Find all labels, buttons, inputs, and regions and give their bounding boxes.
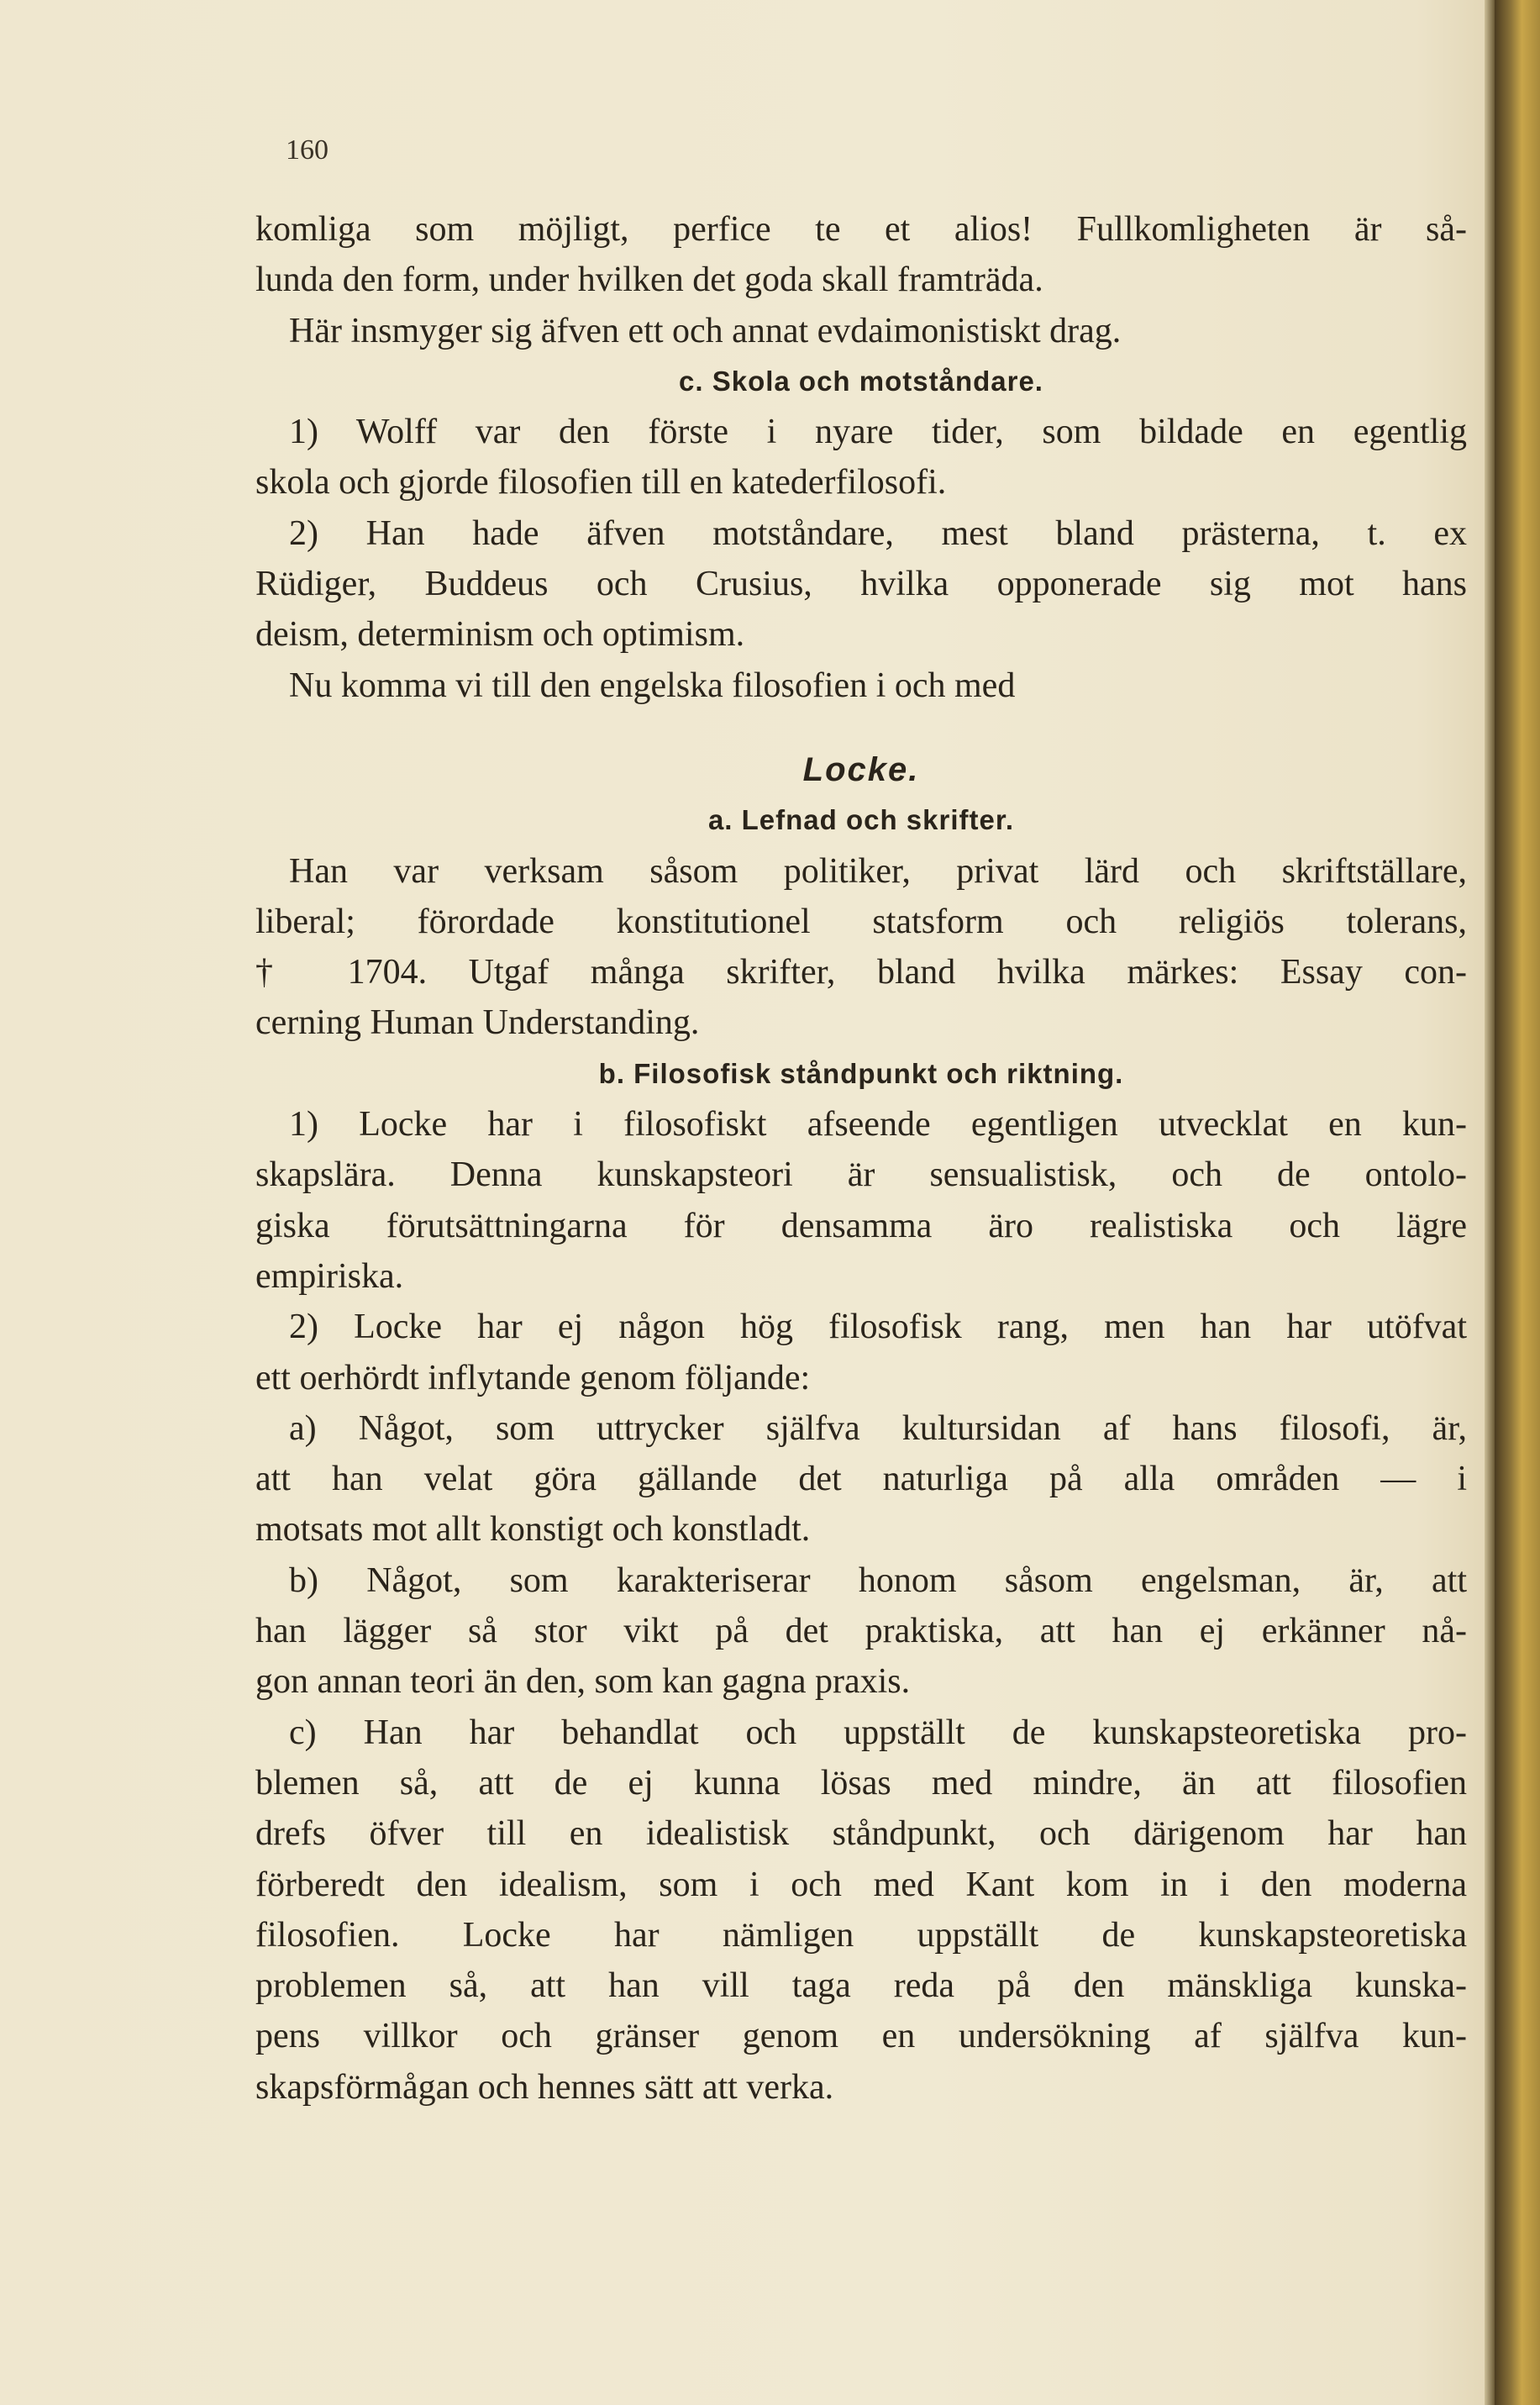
text-line: problemen så, att han vill taga reda på den mänskliga kunska- [255,1966,1467,2006]
section-heading: b. Filosofisk ståndpunkt och riktning. [598,1057,1124,1089]
text-line: motsats mot allt konstigt och konstladt. [255,1510,811,1550]
page-number: 160 [286,134,328,166]
text-line: skola och gjorde filosofien till en katederfilosofi. [255,463,947,503]
text-line: filosofien. Locke har nämligen uppställt de kunskapsteoretiska [255,1915,1467,1955]
chapter-title: Locke. [802,750,920,788]
text-line: pens villkor och gränser genom en undersökning af själfva kun- [255,2017,1467,2056]
text-line: empiriska. [255,1256,404,1296]
text-line: komliga som möjligt, perfice te et alios! Fullkomligheten är så- [255,210,1467,249]
text-line: b) Något, som karakteriserar honom såsom engelsman, är, att [289,1560,1467,1600]
text-line: skapslära. Denna kunskapsteori är sensualistisk, och de ontolo- [255,1155,1467,1195]
text-line: han lägger så stor vikt på det praktiska, att han ej erkänner nå- [255,1612,1467,1651]
text-line: lunda den form, under hvilken det goda skall framträda. [255,260,1043,300]
text-line: drefs öfver till en idealistisk ståndpunkt, och därigenom har han [255,1814,1467,1854]
text-line: giska förutsättningarna för densamma äro realistiska och lägre [255,1206,1467,1245]
text-line: Rüdiger, Buddeus och Crusius, hvilka opponerade sig mot hans [255,565,1467,604]
spacer [255,711,1467,745]
text-line: liberal; förordade konstitutionel statsform och religiös tolerans, [255,902,1467,941]
text-line: deism, determinism och optimism. [255,615,745,655]
text-line: 1) Wolff var den förste i nyare tider, som bildade en egentlig [289,413,1467,452]
text-line: förberedt den idealism, som i och med Kant kom in i den moderna [255,1865,1467,1904]
text-line: Här insmyger sig äfven ett och annat evdaimonistiskt drag. [289,311,1122,350]
text-line: Nu komma vi till den engelska filosofien i och med [289,666,1016,705]
text-line: Han var verksam såsom politiker, privat lärd och skriftställare, [289,851,1467,891]
text-line: 1) Locke har i filosofiskt afseende egentligen utvecklat en kun- [289,1105,1467,1145]
page-gutter-shadow [1485,0,1495,2405]
section-heading: a. Lefnad och skrifter. [707,804,1015,836]
page-body [255,204,1467,2113]
text-line: ett oerhördt inflytande genom följande: [255,1358,811,1397]
text-line: skapsförmågan och hennes sätt att verka. [255,2067,834,2107]
text-line: 2) Han hade äfven motståndare, mest bland prästerna, t. ex [289,513,1467,553]
text-line: cerning Human Understanding. [255,1003,700,1043]
text-line: att han velat göra gällande det naturliga på alla områden — i [255,1460,1467,1499]
text-line: c) Han har behandlat och uppställt de kunskapsteoretiska pro- [289,1713,1467,1752]
text-line: a) Något, som uttrycker själfva kultursidan af hans filosofi, är, [289,1408,1467,1448]
text-line: gon annan teori än den, som kan gagna praxis. [255,1662,911,1702]
text-line: blemen så, att de ej kunna lösas med mindre, än att filosofien [255,1763,1467,1802]
section-heading: c. Skola och motståndare. [679,365,1043,397]
text-line: 2) Locke har ej någon hög filosofisk rang, men han har utöfvat [289,1308,1467,1347]
text-line: † 1704. Utgaf många skrifter, bland hvilka märkes: Essay con- [255,953,1467,992]
book-spine [1495,0,1540,2405]
